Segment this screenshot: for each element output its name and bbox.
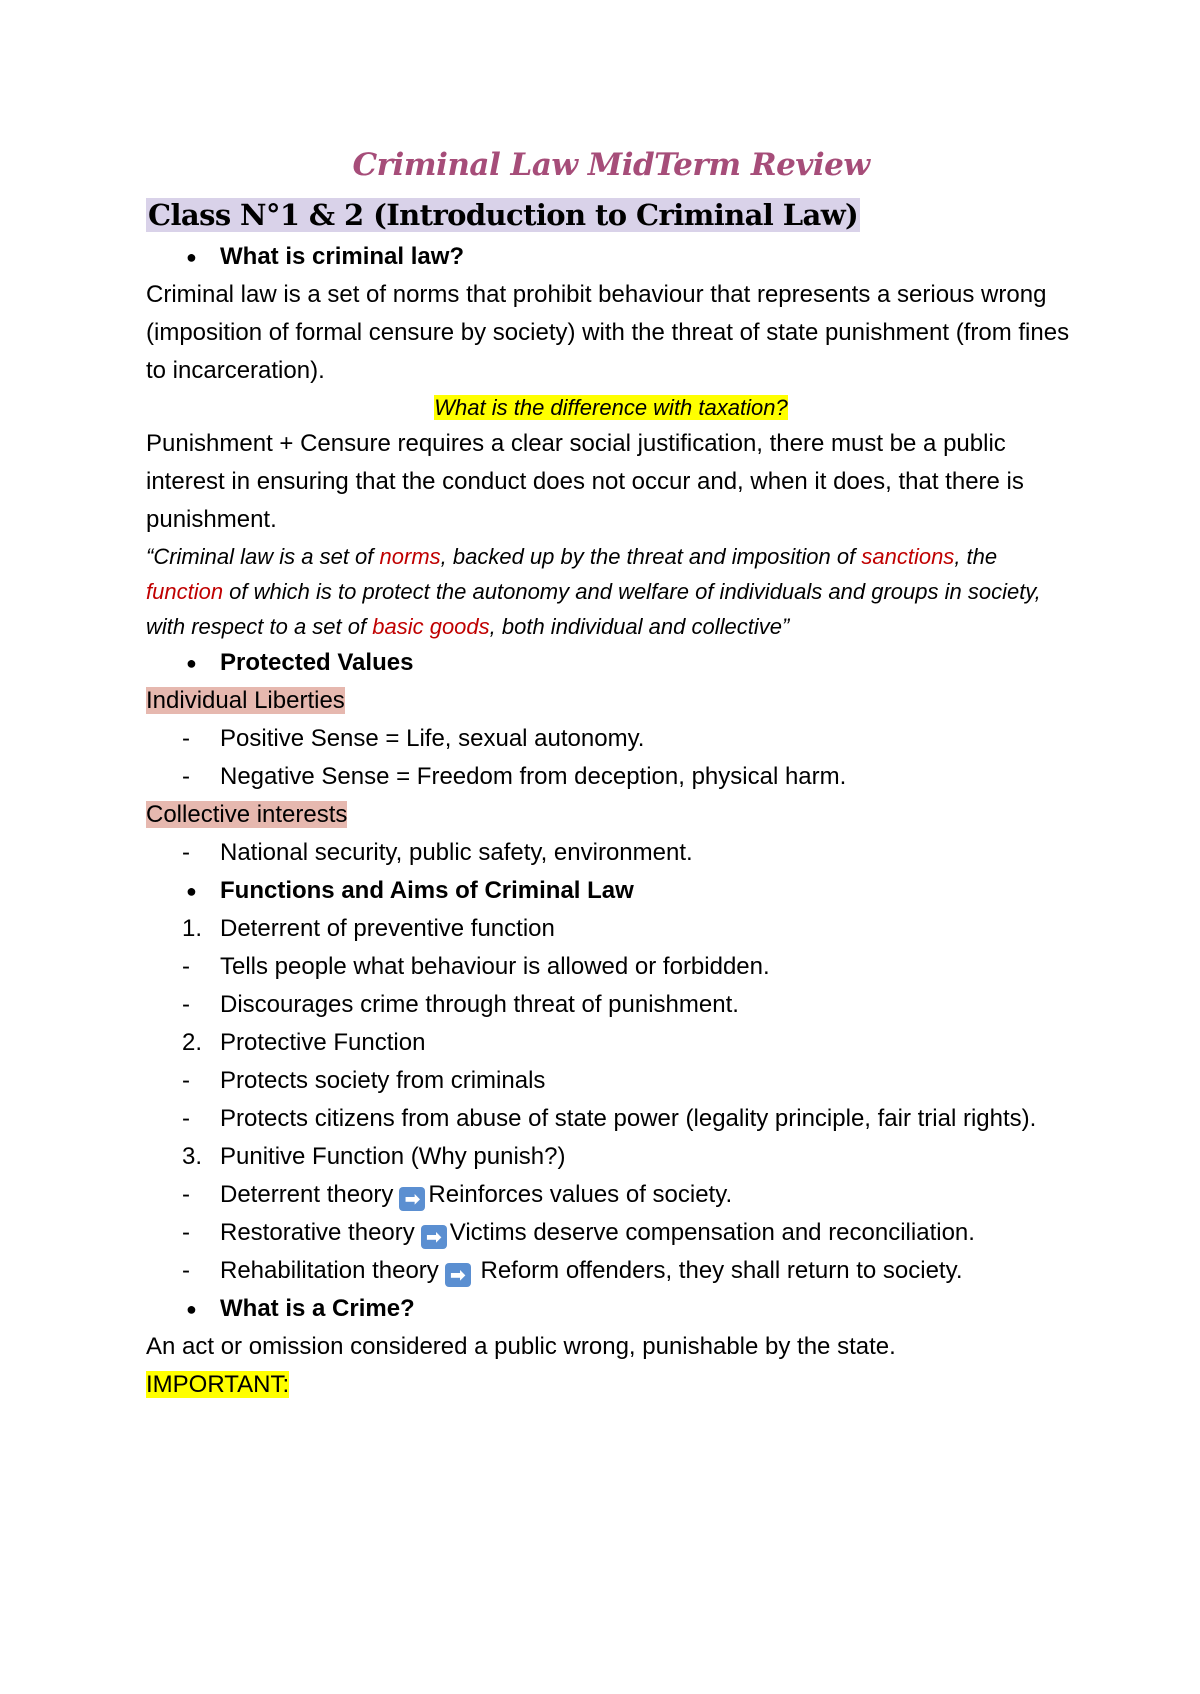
theory-name: Rehabilitation theory <box>220 1257 439 1284</box>
taxation-question-text: What is the difference with taxation? <box>434 395 788 420</box>
list-item-text: Protects citizens from abuse of state power (legality principle, fair trial rights). <box>220 1105 1037 1132</box>
dash-marker: - <box>182 953 190 980</box>
quote-part-3: , the <box>954 544 998 569</box>
list-item-text: Negative Sense = Freedom from deception, physical harm. <box>220 763 847 790</box>
functions-bullet <box>146 872 1076 910</box>
list-item <box>146 1214 1076 1252</box>
number-marker: 2. <box>182 1029 203 1056</box>
function-1 <box>146 910 1076 948</box>
right-arrow-icon: ➡ <box>399 1187 425 1211</box>
dash-marker: - <box>182 725 190 752</box>
dash-marker: - <box>182 1067 190 1094</box>
protected-values-heading: Protected Values <box>220 649 414 676</box>
collective-items <box>146 834 1076 1328</box>
crime-bullet <box>146 1290 1076 1328</box>
dash-marker: - <box>182 991 190 1018</box>
functions-heading: Functions and Aims of Criminal Law <box>220 877 634 904</box>
protected-values-list <box>146 644 1076 682</box>
dash-marker: - <box>182 763 190 790</box>
list-item <box>146 720 1076 758</box>
right-arrow-icon: ➡ <box>445 1263 471 1287</box>
theory-desc: Reinforces values of society. <box>428 1181 733 1208</box>
crime-definition: An act or omission considered a public wrong, punishable by the state. <box>146 1333 896 1360</box>
list-item-text: National security, public safety, environment. <box>220 839 693 866</box>
individual-liberties-text: Individual Liberties <box>146 687 345 714</box>
section-heading-text: Class N°1 & 2 (Introduction to Criminal Law) <box>148 198 859 232</box>
list-item <box>146 1252 1076 1290</box>
function-3-text: Punitive Function (Why punish?) <box>220 1143 566 1170</box>
definition-quote <box>146 539 1076 644</box>
number-marker: 1. <box>182 915 203 942</box>
theory-desc: Victims deserve compensation and reconciliation. <box>449 1219 975 1246</box>
protected-values-bullet <box>146 644 1076 682</box>
bullet-marker: ● <box>186 881 197 901</box>
function-2 <box>146 1024 1076 1062</box>
theory-name: Restorative theory <box>220 1219 415 1246</box>
number-marker: 3. <box>182 1143 203 1170</box>
crime-heading: What is a Crime? <box>220 1295 415 1322</box>
list-item <box>146 1176 1076 1214</box>
q1-bullet <box>146 238 1076 276</box>
quote-function: function <box>146 579 224 604</box>
quote-part-4: of which is to protect the autonomy and welfare of individuals and groups in society, with respect to a set of <box>146 579 1041 639</box>
list-item <box>146 1100 1076 1138</box>
quote-basic-goods: basic goods <box>372 614 490 639</box>
theory-desc: Reform offenders, they shall return to society. <box>473 1257 963 1284</box>
list-item-text: Tells people what behaviour is allowed or forbidden. <box>220 953 770 980</box>
individual-liberties-label <box>146 682 1076 720</box>
function-1-text: Deterrent of preventive function <box>220 915 555 942</box>
important-line <box>146 1366 1076 1404</box>
q1-answer: Criminal law is a set of norms that prohibit behaviour that represents a serious wrong (imposition of formal censure by society) with the threat of state punishment (from fines to incarceration). <box>146 281 1070 384</box>
dash-marker: - <box>182 1181 190 1208</box>
list-item <box>146 986 1076 1024</box>
bullet-marker: ● <box>186 1299 197 1319</box>
list-item <box>146 948 1076 986</box>
quote-norms: norms <box>379 544 441 569</box>
list-item <box>146 834 1076 872</box>
document-title: Criminal Law MidTerm Review <box>352 147 870 183</box>
bullet-marker: ● <box>186 653 197 673</box>
collective-interests-label <box>146 796 1076 834</box>
quote-sanctions: sanctions <box>861 544 955 569</box>
dash-marker: - <box>182 1257 190 1284</box>
individual-items <box>146 720 1076 796</box>
dash-marker: - <box>182 1219 190 1246</box>
dash-marker: - <box>182 1105 190 1132</box>
bullet-marker: ● <box>186 247 197 267</box>
list-item <box>146 1062 1076 1100</box>
quote-part-2: , backed up by the threat and imposition of <box>440 544 862 569</box>
q1-text: What is criminal law? <box>220 243 465 270</box>
list-item-text: Protects society from criminals <box>220 1067 546 1094</box>
section-heading <box>146 192 1076 238</box>
theory-name: Deterrent theory <box>220 1181 394 1208</box>
quote-part-1: “Criminal law is a set of <box>146 544 380 569</box>
taxation-answer: Punishment + Censure requires a clear social justification, there must be a public interest in ensuring that the conduct does not occur and, when it does, that there is punishment. <box>146 430 1024 533</box>
important-label: IMPORTANT: <box>146 1371 290 1398</box>
list-item-text: Positive Sense = Life, sexual autonomy. <box>220 725 645 752</box>
list-item-text: Discourages crime through threat of punishment. <box>220 991 739 1018</box>
q1-list <box>146 238 1076 276</box>
list-item <box>146 758 1076 796</box>
dash-marker: - <box>182 839 190 866</box>
function-2-text: Protective Function <box>220 1029 426 1056</box>
quote-part-5: , both individual and collective” <box>489 614 790 639</box>
taxation-question <box>146 390 1076 425</box>
collective-interests-text: Collective interests <box>146 801 348 828</box>
document-content <box>146 142 1076 1404</box>
function-3 <box>146 1138 1076 1176</box>
right-arrow-icon: ➡ <box>421 1225 447 1249</box>
